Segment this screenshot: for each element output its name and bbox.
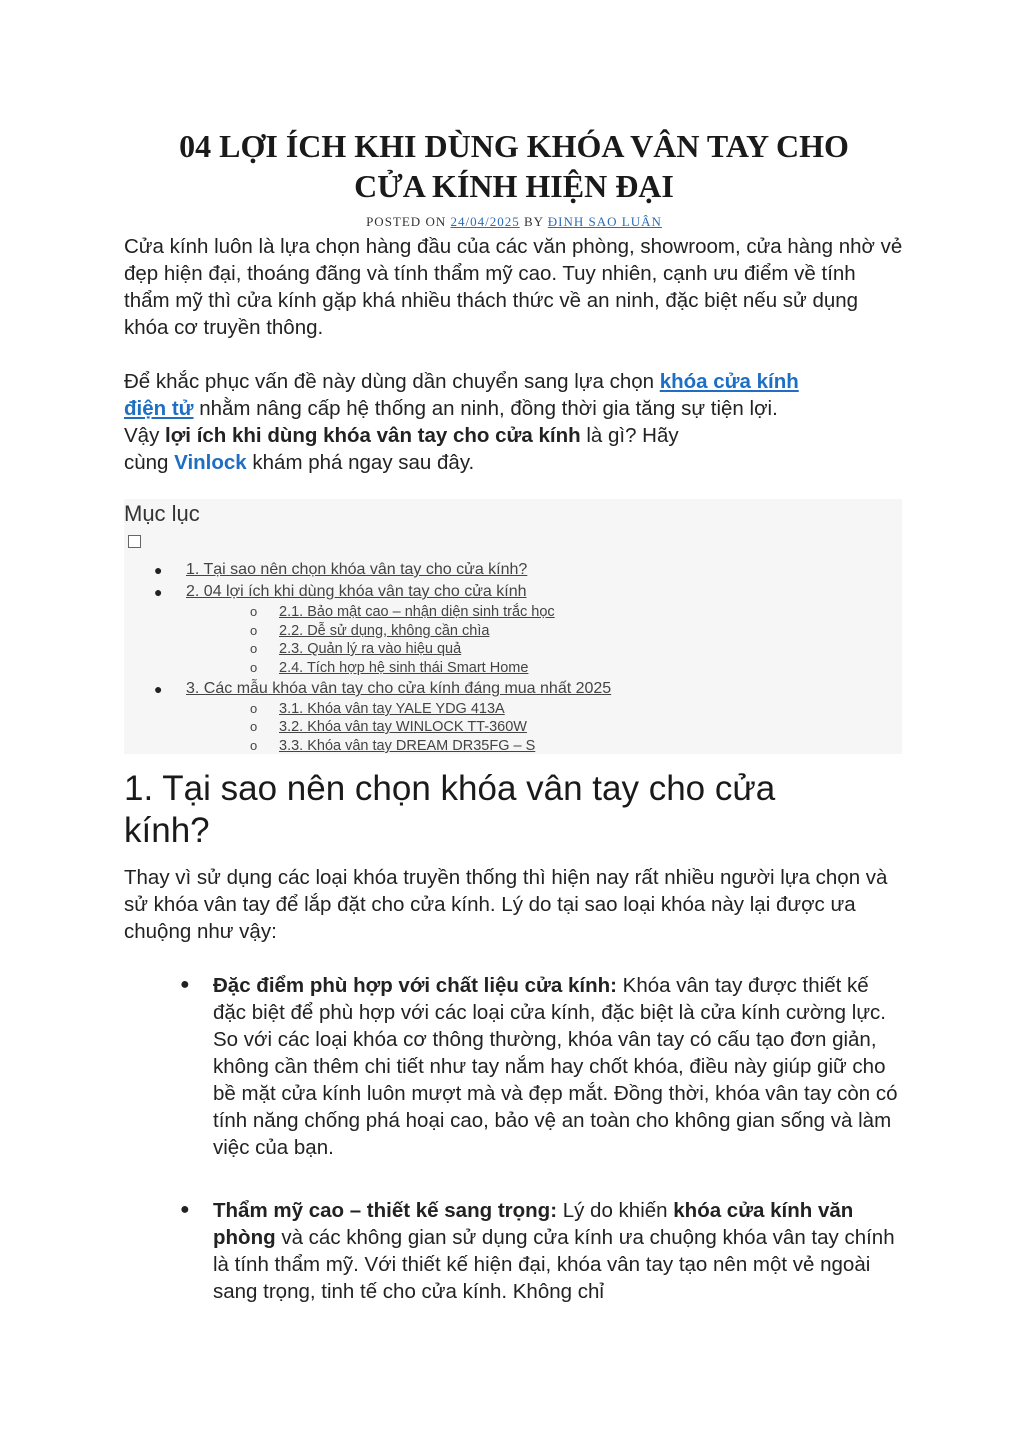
second-paragraph: Để khắc phục vấn đề này dùng dần chuyển sang lựa chọn khóa cửa kính điện tử nhằm nâng cấp hệ thống an ninh, đồng thời gia tăng sự tiện lợi. Vậy lợi ích khi dùng khóa vân tay cho cửa kính là gì? Hãy cùng Vinlock khám phá ngay sau đây. xyxy=(124,370,799,474)
circle-bullet-icon: o xyxy=(250,738,258,753)
bullet-icon: ● xyxy=(154,562,163,578)
toc-toggle-checkbox[interactable] xyxy=(128,535,141,548)
title-line-2: CỬA KÍNH HIỆN ĐẠI xyxy=(354,168,674,204)
table-of-contents: Mục lục ● 1. Tại sao nên chọn khóa vân tay cho cửa kính? ● 2. 04 lợi ích khi dùng khóa vân tay cho cửa kính o 2.1. Bảo mật cao – nhận diện sinh trắc học o 2.2. Dễ sử dụng, không cần chìa o 2.3. Quản lý ra vào hiệu quả o 2.4. Tích hợp hệ sinh thái Smart Home ● 3. Các mẫu khóa vân tay cho cửa kính đáng mua nhất 2025 o 3.1. Khóa vân tay YALE YDG 413A o 3.2. Khóa vân tay WINLOCK TT-360W o 3.3. Khóa vân tay DREAM DR35FG – S xyxy=(124,499,902,754)
circle-bullet-icon: o xyxy=(250,623,258,638)
author-link[interactable]: ĐINH SAO LUÂN xyxy=(547,214,662,229)
section-heading: 1. Tại sao nên chọn khóa vân tay cho cửa kính? xyxy=(124,769,776,850)
brand-vinlock[interactable]: Vinlock xyxy=(174,451,247,474)
by-label: BY xyxy=(523,214,544,229)
page-title xyxy=(104,126,924,206)
circle-bullet-icon: o xyxy=(250,604,258,619)
circle-bullet-icon: o xyxy=(250,701,258,716)
title-line-1: 04 LỢI ÍCH KHI DÙNG KHÓA VÂN TAY CHO xyxy=(179,128,849,164)
bullet-icon: ● xyxy=(154,681,163,697)
intro-paragraph: Cửa kính luôn là lựa chọn hàng đầu của các văn phòng, showroom, cửa hàng nhờ vẻ đẹp hiện đại, thoáng đãng và tính thẩm mỹ cao. Tuy nhiên, cạnh ưu điểm về tính thẩm mỹ thì cửa kính gặp khá nhiều thách thức về an ninh, đặc biệt nếu sử dụng khóa cơ truyền thông. xyxy=(124,235,903,339)
toc-title: Mục lục xyxy=(124,501,200,526)
section-paragraph: Thay vì sử dụng các loại khóa truyền thống thì hiện nay rất nhiều người lựa chọn và sử khóa vân tay để lắp đặt cho cửa kính. Lý do tại sao loại khóa này lại được ưa chuộng như vậy: xyxy=(124,866,888,943)
circle-bullet-icon: o xyxy=(250,641,258,656)
benefits-bold: lợi ích khi dùng khóa vân tay cho cửa kính xyxy=(165,424,581,447)
circle-bullet-icon: o xyxy=(250,660,258,675)
electronic-glass-lock-link[interactable]: khóa cửa kính điện tử xyxy=(124,370,799,420)
posted-on-label: POSTED ON xyxy=(366,214,447,229)
post-date-link[interactable]: 24/04/2025 xyxy=(450,214,520,229)
bullet-icon: ● xyxy=(154,584,163,600)
post-meta xyxy=(104,214,924,230)
bullet-icon: ● xyxy=(180,1201,190,1218)
circle-bullet-icon: o xyxy=(250,719,258,734)
bullet-icon: ● xyxy=(180,976,190,993)
